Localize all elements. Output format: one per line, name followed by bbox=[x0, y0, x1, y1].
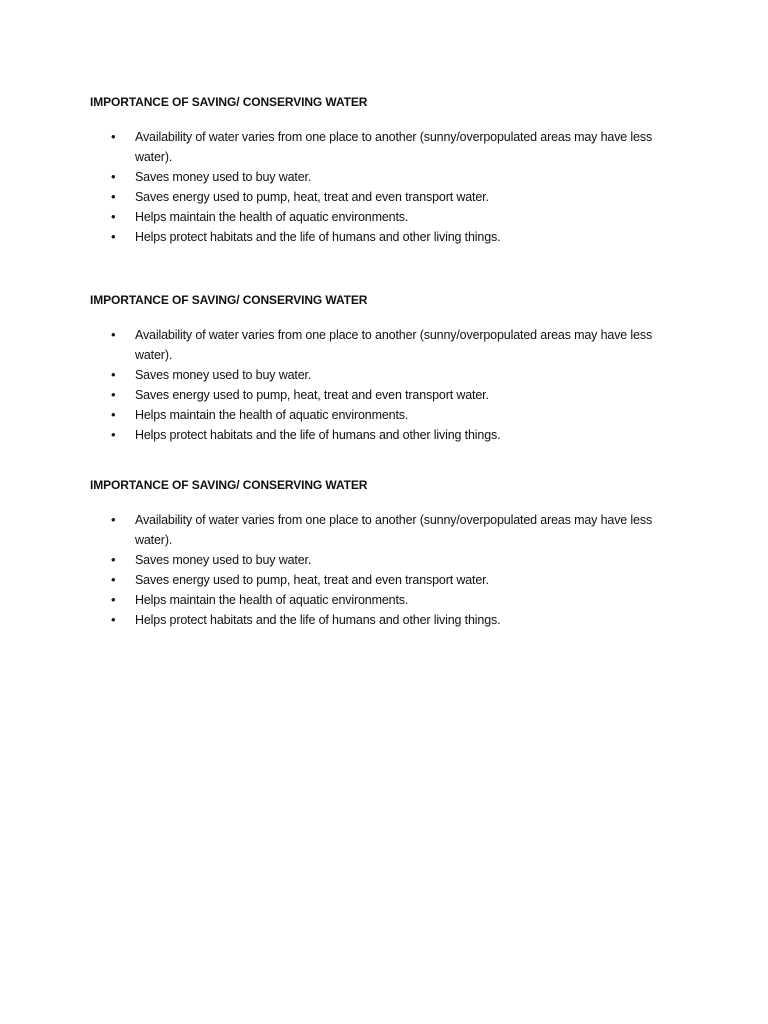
bullet-list bbox=[90, 127, 690, 247]
list-item bbox=[90, 227, 690, 247]
bullet-list bbox=[90, 325, 690, 445]
bullet-icon: • bbox=[111, 427, 116, 442]
section-title: IMPORTANCE OF SAVING/ CONSERVING WATER bbox=[90, 478, 368, 492]
list-item-text: Helps protect habitats and the life of humans and other living things. bbox=[135, 230, 501, 244]
bullet-list bbox=[90, 510, 690, 630]
list-item-text: Saves energy used to pump, heat, treat and even transport water. bbox=[135, 388, 489, 402]
list-item-text: Helps maintain the health of aquatic environments. bbox=[135, 593, 409, 607]
list-item-text: Saves money used to buy water. bbox=[135, 553, 312, 567]
section-1 bbox=[90, 94, 690, 247]
bullet-icon: • bbox=[111, 189, 116, 204]
list-item bbox=[90, 325, 690, 365]
list-item bbox=[90, 510, 690, 550]
list-item-text: Availability of water varies from one place to another (sunny/overpopulated areas may have less water). bbox=[135, 328, 653, 362]
list-item-text: Helps protect habitats and the life of humans and other living things. bbox=[135, 428, 501, 442]
list-item bbox=[90, 425, 690, 445]
list-item bbox=[90, 590, 690, 610]
list-item bbox=[90, 405, 690, 425]
section-3 bbox=[90, 477, 690, 630]
list-item-text: Availability of water varies from one place to another (sunny/overpopulated areas may have less water). bbox=[135, 513, 653, 547]
list-item bbox=[90, 385, 690, 405]
list-item-text: Helps maintain the health of aquatic environments. bbox=[135, 408, 409, 422]
bullet-icon: • bbox=[111, 592, 116, 607]
list-item-text: Availability of water varies from one place to another (sunny/overpopulated areas may have less water). bbox=[135, 130, 653, 164]
section-title: IMPORTANCE OF SAVING/ CONSERVING WATER bbox=[90, 95, 368, 109]
bullet-icon: • bbox=[111, 327, 116, 342]
bullet-icon: • bbox=[111, 169, 116, 184]
list-item bbox=[90, 550, 690, 570]
list-item bbox=[90, 127, 690, 167]
bullet-icon: • bbox=[111, 407, 116, 422]
list-item-text: Saves energy used to pump, heat, treat and even transport water. bbox=[135, 190, 489, 204]
list-item-text: Saves money used to buy water. bbox=[135, 170, 312, 184]
list-item bbox=[90, 365, 690, 385]
list-item bbox=[90, 207, 690, 227]
list-item bbox=[90, 610, 690, 630]
bullet-icon: • bbox=[111, 209, 116, 224]
list-item bbox=[90, 187, 690, 207]
list-item bbox=[90, 167, 690, 187]
list-item-text: Saves money used to buy water. bbox=[135, 368, 312, 382]
list-item-text: Helps protect habitats and the life of humans and other living things. bbox=[135, 613, 501, 627]
section-title: IMPORTANCE OF SAVING/ CONSERVING WATER bbox=[90, 293, 368, 307]
bullet-icon: • bbox=[111, 552, 116, 567]
list-item bbox=[90, 570, 690, 590]
bullet-icon: • bbox=[111, 367, 116, 382]
bullet-icon: • bbox=[111, 612, 116, 627]
section-2 bbox=[90, 292, 690, 445]
bullet-icon: • bbox=[111, 387, 116, 402]
bullet-icon: • bbox=[111, 129, 116, 144]
bullet-icon: • bbox=[111, 512, 116, 527]
bullet-icon: • bbox=[111, 229, 116, 244]
bullet-icon: • bbox=[111, 572, 116, 587]
list-item-text: Helps maintain the health of aquatic environments. bbox=[135, 210, 409, 224]
list-item-text: Saves energy used to pump, heat, treat and even transport water. bbox=[135, 573, 489, 587]
